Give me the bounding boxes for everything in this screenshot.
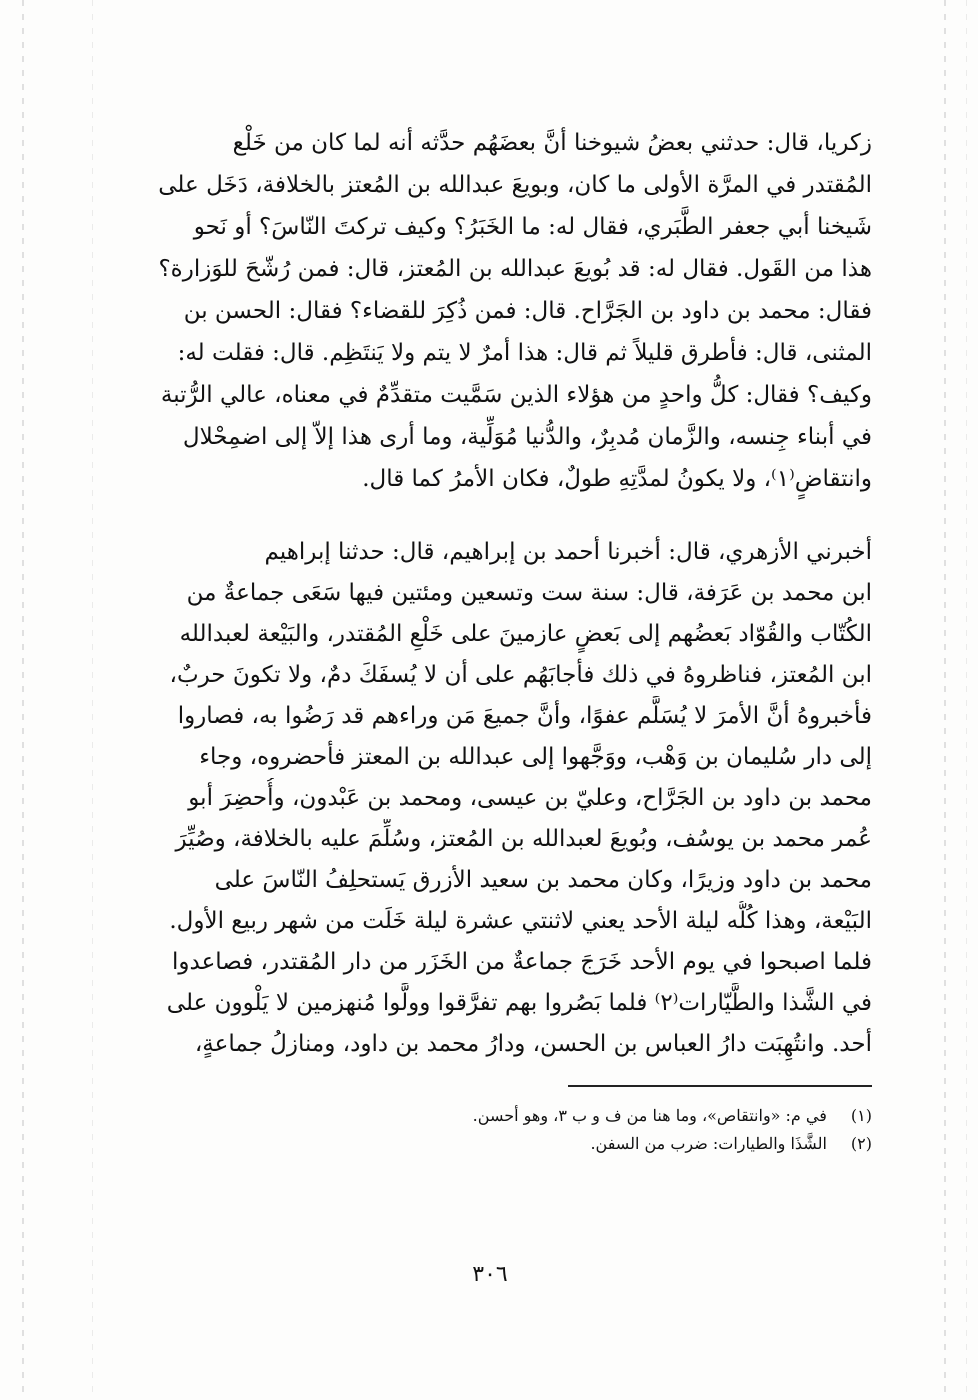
text-line: في أبناء جِنسه، والزَّمان مُدبِرٌ، والدُّنيا مُوَلِّية، وما أرى هذا إلاّ إلى اضمِحْلال: [182, 424, 872, 450]
footnote-separator: [568, 1085, 872, 1087]
paragraph-2: [150, 532, 872, 1065]
text-line: وكيف؟ فقال: كلُّ واحدٍ من هؤلاء الذين سَمَّيت متقدِّمٌ في معناه، عالي الرُّتبة: [160, 382, 872, 408]
text-line: عُمر محمد بن يوسُف، وبُويعَ لعبدالله بن المُعتز، وسُلِّمَ عليه بالخلافة، وصُيِّرَ: [175, 826, 872, 852]
footnote-number: (٢): [850, 1134, 872, 1153]
page-number: ٣٠٦: [472, 1262, 508, 1287]
text-line: فأخبروهُ أنَّ الأمرَ لا يُسَلَّم عفوًا، وأنَّ جميعَ مَن وراءهم قد رَضُوا به، فصاروا: [177, 703, 872, 729]
text-line: البَيْعة، وهذا كُلُّه ليلة الأحد يعني لاثنتي عشرة ليلة خَلَت من شهر ربيع الأول.: [169, 908, 872, 934]
text-line: وانتقاضٍ⁽١⁾، ولا يكونُ لمدَّتِهِ طولٌ، فكان الأمرُ كما قال.: [362, 466, 872, 492]
text-line: إلى دار سُليمان بن وَهْب، ووَجَّهوا إلى عبدالله بن المعتز فأحضروه، وجاء: [199, 744, 872, 770]
text-line: في الشَّذا والطَّيّارات⁽٢⁾ فلما بَصُروا بهم تفرَّقوا وولَّوا مُنهزمين لا يَلْوون على: [166, 990, 872, 1016]
footnote-1: [420, 1102, 872, 1130]
text-line: فقال: محمد بن داود بن الجَرَّاح. قال: فمن ذُكِرَ للقضاء؟ فقال: الحسن بن: [183, 298, 872, 324]
scan-margin-line: [22, 0, 24, 1400]
paragraph-1: [150, 122, 872, 500]
text-line: المثنى، قال: فأطرق قليلاً ثم قال: هذا أمرٌ لا يتم ولا يَنتَظِم. قال: فقلت له:: [177, 340, 872, 366]
footnotes: [420, 1102, 872, 1158]
text-line: فلما اصبحوا في يوم الأحد خَرَجَ جماعةٌ من الخَزَر من دار المُقتدر، فصاعدوا: [172, 949, 872, 975]
text-line: ابن المُعتز، فناظروهُ في ذلك فأجابَهُم على أن لا يُسفَكَ دمٌ، ولا تكونَ حربٌ،: [169, 662, 872, 688]
scan-margin-line: [966, 0, 967, 1400]
text-line: ابن محمد بن عَرَفة، قال: سنة ست وتسعين ومئتين فيها سَعَى جماعةٌ من: [186, 580, 872, 606]
text-line: محمد بن داود بن الجَرَّاح، وعليّ بن عيسى، ومحمد بن عَبْدون، وأُحضِرَ أبو: [188, 785, 872, 811]
scan-margin-line: [92, 0, 93, 1400]
footnote-number: (١): [850, 1106, 872, 1125]
footnote-2: [420, 1130, 872, 1158]
text-line: المُقتدر في المرَّة الأولى ما كان، وبويعَ عبدالله بن المُعتز بالخلافة، دَخَل على: [158, 172, 872, 198]
scan-margin-line: [944, 0, 946, 1400]
footnote-text: الشَّذَا والطيارات: ضرب من السفن.: [590, 1134, 827, 1153]
text-line: زكريا، قال: حدثني بعضُ شيوخنا أنَّ بعضَهُم حدَّثه أنه لما كان من خَلْع: [232, 130, 872, 156]
text-line: محمد بن داود وزيرًا، وكان محمد بن سعيد الأزرق يَستحلِفُ النّاسَ على: [214, 867, 872, 893]
footnote-text: في م: «وانتقاص»، وما هنا من ف و ب ٣، وهو أحسن.: [472, 1106, 827, 1125]
text-line: أخبرني الأزهري، قال: أخبرنا أحمد بن إبراهيم، قال: حدثنا إبراهيم: [264, 539, 872, 565]
text-line: الكُتّاب والقُوّاد بَعضُهم إلى بَعضٍ عازمينَ على خَلْعِ المُقتدر، والبَيْعة لعبدالله: [179, 621, 872, 647]
text-line: شَيخنا أبي جعفر الطَّبَري، فقال له: ما الخَبَرُ؟ وكيف تركتَ النّاسَ؟ أو نَحو: [193, 214, 872, 240]
text-line: أحد. وانتُهِبَت دارُ العباس بن الحسن، ودارُ محمد بن داود، ومنازلُ جماعةٍ،: [194, 1031, 872, 1057]
text-line: هذا من القَول. فقال له: قد بُويعَ عبدالله بن المُعتز، قال: فمن رُشّحَ للوَزارة؟: [158, 256, 872, 282]
